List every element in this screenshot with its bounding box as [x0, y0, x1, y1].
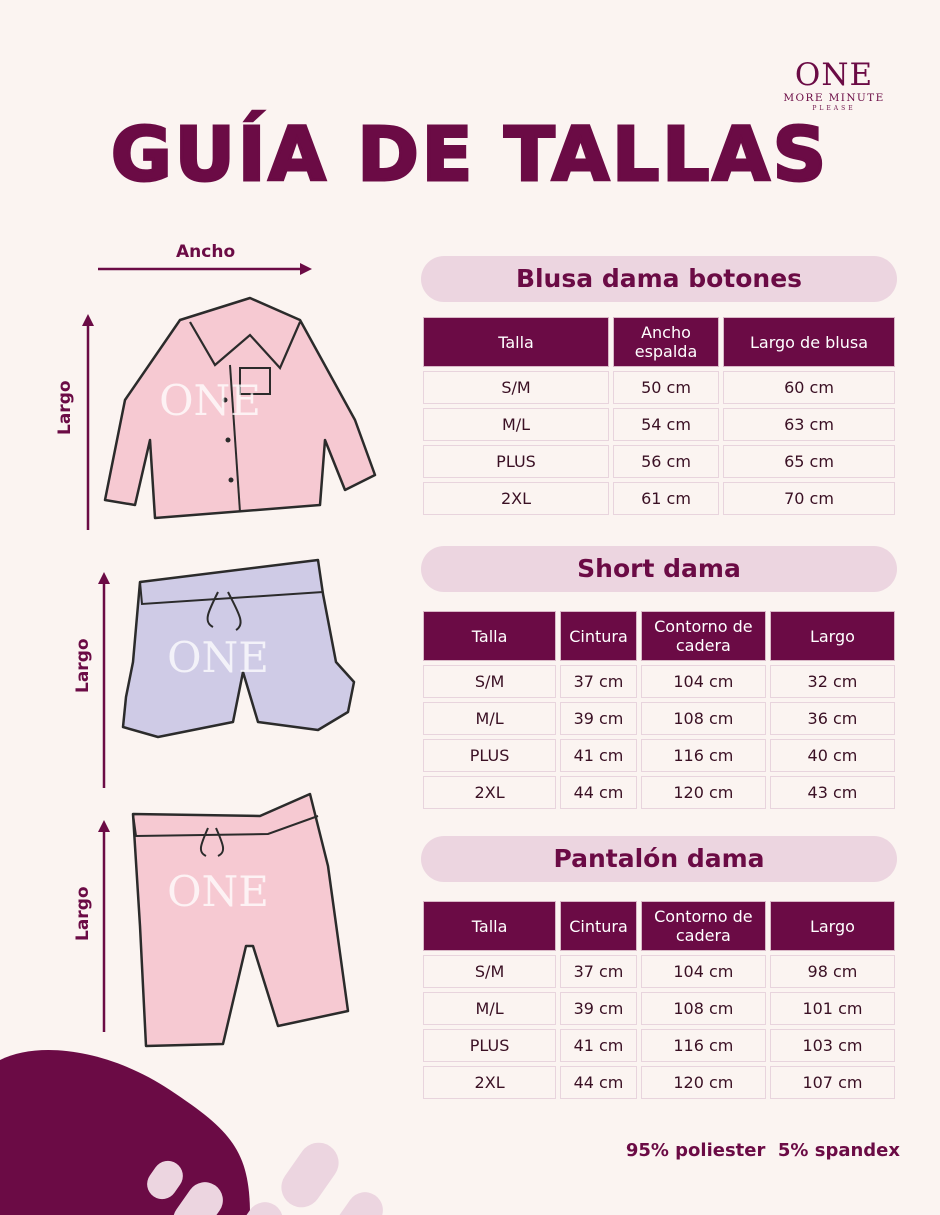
header-cell: Largo: [770, 611, 895, 661]
header-cell: Largo de blusa: [723, 317, 895, 367]
value-cell: 40 cm: [770, 739, 895, 772]
table-header-row: [423, 901, 895, 951]
size-cell: PLUS: [423, 739, 556, 772]
value-cell: 41 cm: [560, 1029, 637, 1062]
header-cell: Cintura: [560, 611, 637, 661]
table-row: [423, 992, 895, 1025]
value-cell: 37 cm: [560, 955, 637, 988]
header-cell: Talla: [423, 901, 556, 951]
blouse-illustration: [100, 290, 390, 530]
decorative-blob: [0, 1040, 400, 1215]
table-header-row: [423, 317, 895, 367]
blouse-length-arrow: [80, 312, 96, 532]
blouse-length-label: Largo: [55, 380, 75, 435]
size-table-pants: [419, 897, 899, 1103]
value-cell: 32 cm: [770, 665, 895, 698]
header-cell: Ancho espalda: [613, 317, 719, 367]
pants-length-arrow: [96, 818, 112, 1034]
pants-illustration: [128, 786, 360, 1066]
section-title-pants: Pantalón dama: [421, 836, 897, 882]
size-cell: S/M: [423, 955, 556, 988]
value-cell: 36 cm: [770, 702, 895, 735]
svg-text:ONE: ONE: [167, 633, 269, 682]
value-cell: 120 cm: [641, 1066, 766, 1099]
size-cell: M/L: [423, 702, 556, 735]
logo-more-minute-text: MORE MINUTE: [783, 92, 885, 104]
shorts-illustration: [118, 552, 358, 747]
shorts-length-label: Largo: [73, 638, 93, 693]
header-cell: Largo: [770, 901, 895, 951]
value-cell: 43 cm: [770, 776, 895, 809]
fabric-composition: 95% poliester 5% spandex: [625, 1140, 900, 1161]
value-cell: 56 cm: [613, 445, 719, 478]
table-row: [423, 776, 895, 809]
table-row: [423, 371, 895, 404]
logo-one-text: ONE: [794, 57, 874, 93]
width-label: Ancho: [176, 242, 236, 262]
value-cell: 120 cm: [641, 776, 766, 809]
width-arrow: [96, 262, 316, 276]
value-cell: 44 cm: [560, 1066, 637, 1099]
size-cell: PLUS: [423, 1029, 556, 1062]
table-row: [423, 955, 895, 988]
table-row: [423, 665, 895, 698]
value-cell: 98 cm: [770, 955, 895, 988]
size-table-blouse: [419, 313, 899, 519]
value-cell: 104 cm: [641, 955, 766, 988]
value-cell: 70 cm: [723, 482, 895, 515]
header-cell: Talla: [423, 611, 556, 661]
table-row: [423, 739, 895, 772]
table-row: [423, 1066, 895, 1099]
brand-logo: [778, 44, 890, 122]
value-cell: 101 cm: [770, 992, 895, 1025]
value-cell: 108 cm: [641, 702, 766, 735]
value-cell: 116 cm: [641, 1029, 766, 1062]
value-cell: 107 cm: [770, 1066, 895, 1099]
size-cell: 2XL: [423, 1066, 556, 1099]
svg-text:ONE: ONE: [167, 867, 269, 916]
section-title-shorts: Short dama: [421, 546, 897, 592]
table-header-row: [423, 611, 895, 661]
header-cell: Talla: [423, 317, 609, 367]
value-cell: 39 cm: [560, 702, 637, 735]
pants-length-label: Largo: [73, 886, 93, 941]
table-row: [423, 445, 895, 478]
value-cell: 63 cm: [723, 408, 895, 441]
value-cell: 50 cm: [613, 371, 719, 404]
table-row: [423, 408, 895, 441]
header-cell: Contorno de cadera: [641, 611, 766, 661]
section-title-blouse: Blusa dama botones: [421, 256, 897, 302]
value-cell: 37 cm: [560, 665, 637, 698]
table-row: [423, 702, 895, 735]
table-row: [423, 482, 895, 515]
value-cell: 108 cm: [641, 992, 766, 1025]
value-cell: 103 cm: [770, 1029, 895, 1062]
value-cell: 61 cm: [613, 482, 719, 515]
value-cell: 39 cm: [560, 992, 637, 1025]
size-cell: M/L: [423, 408, 609, 441]
value-cell: 41 cm: [560, 739, 637, 772]
size-cell: 2XL: [423, 776, 556, 809]
value-cell: 54 cm: [613, 408, 719, 441]
value-cell: 44 cm: [560, 776, 637, 809]
page-title: GUÍA DE TALLAS: [110, 112, 829, 198]
table-row: [423, 1029, 895, 1062]
size-cell: 2XL: [423, 482, 609, 515]
svg-text:ONE: ONE: [159, 376, 261, 425]
size-cell: PLUS: [423, 445, 609, 478]
logo-please-text: PLEASE: [812, 105, 856, 112]
value-cell: 116 cm: [641, 739, 766, 772]
size-cell: S/M: [423, 371, 609, 404]
header-cell: Contorno de cadera: [641, 901, 766, 951]
shorts-length-arrow: [96, 570, 112, 790]
value-cell: 104 cm: [641, 665, 766, 698]
value-cell: 65 cm: [723, 445, 895, 478]
header-cell: Cintura: [560, 901, 637, 951]
size-cell: M/L: [423, 992, 556, 1025]
size-table-shorts: [419, 607, 899, 813]
size-cell: S/M: [423, 665, 556, 698]
value-cell: 60 cm: [723, 371, 895, 404]
